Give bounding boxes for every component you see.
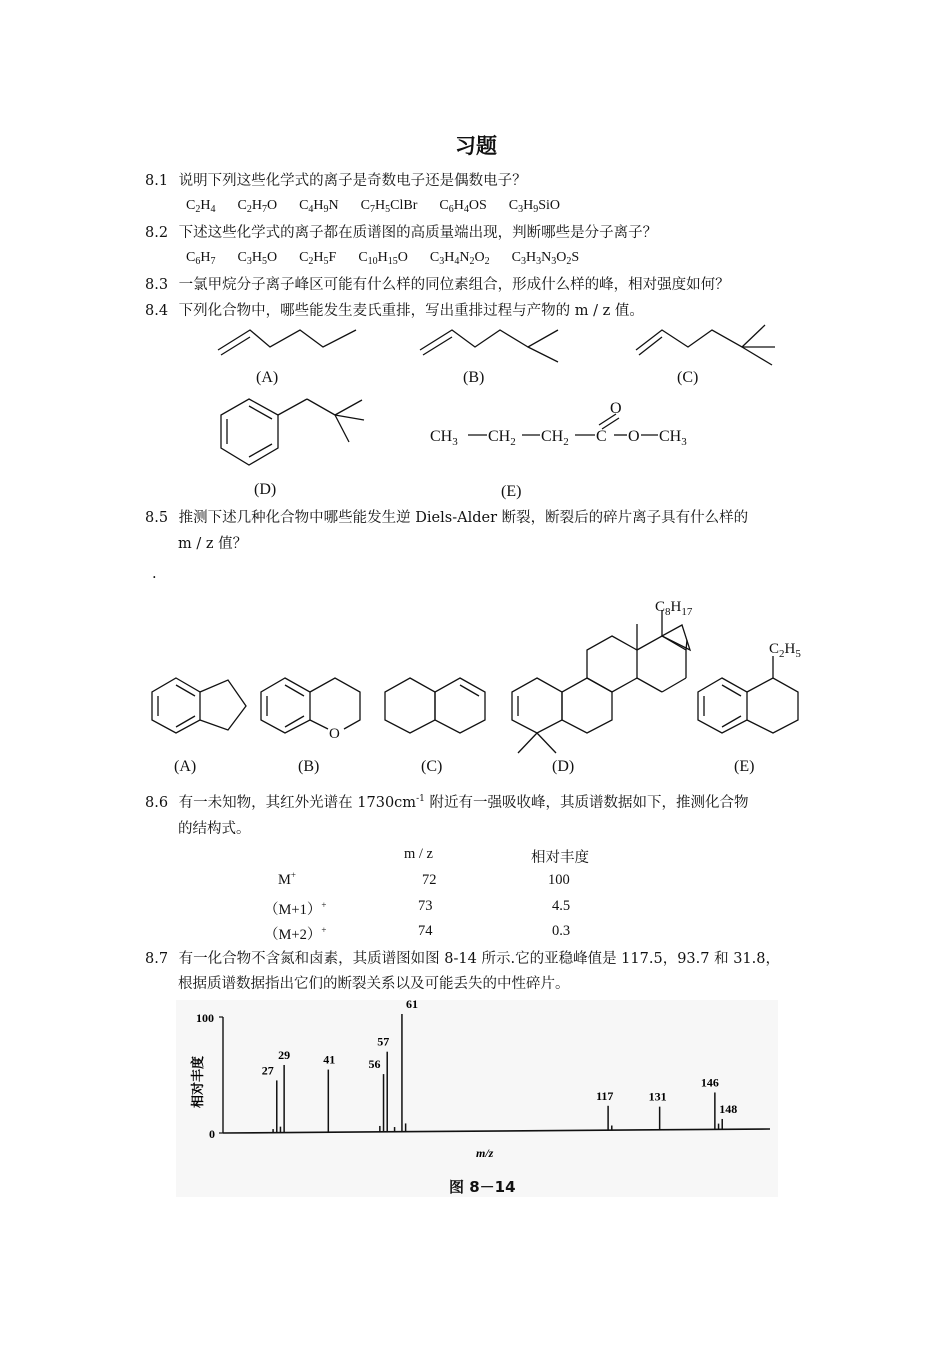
label-8-5-b: (B) [298,758,320,775]
question-number: 8.1 [145,173,169,189]
question-number: 8.7 [145,951,169,967]
formula: $C_2H_5F$ [299,250,337,267]
label-8-5-a: (A) [174,758,197,775]
figure-caption: 图 8－14 [449,1178,516,1196]
structure-b-chroman [261,678,360,733]
formula: $C_3H_5O$ [237,250,278,267]
formula: $C_6H_4OS$ [439,198,487,215]
question-8-1 [145,171,527,191]
ester-ch3: $CH_3$ [430,428,458,448]
table-header-abundance: 相对丰度 [531,850,589,866]
question-text: 说明下列这些化学式的离子是奇数电子还是偶数电子？ [178,173,527,189]
structure-e-ethyltetralin [698,656,798,733]
question-text-b: 附近有一强吸收峰，其质谱数据如下，推测化合物 [424,795,749,811]
table-row-abundance: 4.5 [552,898,571,914]
structure-d-neopentylbenzene [221,399,364,465]
question-8-2 [145,223,657,243]
structure-c-octalin [385,678,485,733]
question-number: 8.3 [145,277,169,293]
peak-label-41: 41 [323,1052,336,1067]
peak-label-27: 27 [261,1063,274,1078]
question-text: 推测下述几种化合物中哪些能发生逆 Diels-Alder 断裂，断裂后的碎片离子具有什么样的 [178,510,749,526]
structure-d-steroid [512,610,690,753]
table-row-mz: 73 [418,898,433,914]
stray-dot: . [152,566,157,582]
label-8-4-d: (D) [254,481,277,498]
structures-8-4 [0,320,952,510]
peak-label-61: 61 [405,1000,418,1011]
formula: $C_3H_3N_3O_2S$ [511,250,580,267]
label-8-4-c: (C) [677,369,699,386]
structure-a-hexene [218,330,356,355]
question-8-5-line2: m / z 值？ [178,536,248,552]
formula: $C_4H_9N$ [299,198,339,215]
question-8-4 [145,301,644,321]
structures-8-5 [0,590,952,760]
structure-a-indane [152,678,246,733]
table-row-ion: M+ [278,870,296,888]
peak-label-57: 57 [377,1034,390,1049]
y-axis-label: 相对丰度 [191,1055,206,1108]
x-axis [223,1129,770,1133]
structure-c-dimethylhexene [636,325,775,365]
label-8-5-d: (D) [552,758,575,775]
question-number: 8.6 [145,795,169,811]
table-header-mz: m / z [404,846,433,862]
question-number: 8.5 [145,510,169,526]
ester-ether-o: O [628,428,640,445]
page-title: 习题 [455,134,497,158]
peak-label-117: 117 [596,1088,614,1103]
ester-ch3-end: $CH_3$ [659,428,687,448]
ring-oxygen: O [329,726,340,742]
table-row-abundance: 0.3 [552,923,571,939]
question-text: 一氯甲烷分子离子峰区可能有什么样的同位素组合，形成什么样的峰，相对强度如何？ [178,277,730,293]
table-row-mz: 74 [418,923,433,939]
peak-label-148: 148 [719,1101,738,1116]
ester-ch2-b: $CH_2$ [541,428,569,448]
ester-carbonyl-c: C [596,428,607,445]
question-text: 下述这些化学式的离子都在质谱图的高质量端出现，判断哪些是分子离子？ [178,225,658,241]
peak-label-56: 56 [368,1057,381,1072]
question-number: 8.4 [145,303,169,319]
formula-list-8-2 [186,250,601,266]
ester-carbonyl-o: O [610,400,622,417]
peak-label-146: 146 [700,1075,719,1090]
formula: $C_2H_7O$ [237,198,278,215]
question-text-a: 有一未知物，其红外光谱在 1730cm [178,795,417,811]
formula: $C_6H_7$ [186,250,216,267]
label-8-5-c: (C) [421,758,443,775]
peak-label-131: 131 [648,1089,667,1104]
ester-ch2-a: $CH_2$ [488,428,516,448]
formula: $C_3H_9SiO$ [508,198,560,215]
peak-label-29: 29 [278,1047,291,1062]
y-tick-label-0: 0 [209,1127,215,1141]
table-row-abundance: 100 [548,872,570,888]
x-axis-label: m/z [476,1146,494,1160]
table-row-ion: （M+1）+ [264,900,327,918]
substituent-c8h17: $C_8H_{17}$ [655,599,693,618]
structure-b-methylhexene [420,330,558,362]
question-text: 有一化合物不含氮和卤素，其质谱图如图 8-14 所示.它的亚稳峰值是 117.5，93.7 和 31.8， [178,951,780,967]
question-8-7-line2: 根据质谱数据指出它们的断裂关系以及可能丢失的中性碎片。 [178,976,570,992]
label-8-4-b: (B) [463,369,485,386]
substituent-c2h5: $C_2H_5$ [769,641,801,660]
question-8-6-line2: 的结构式。 [178,821,251,837]
label-8-5-e: (E) [734,758,755,775]
formula: $C_{10}H_{15}O$ [358,250,408,267]
formula-list-8-1 [186,198,582,214]
question-8-3 [145,275,730,295]
label-8-4-e: (E) [501,483,522,500]
question-8-7 [145,949,780,969]
question-text: 下列化合物中，哪些能发生麦氏重排，写出重排过程与产物的 m / z 值。 [178,303,644,319]
table-row-mz: 72 [422,872,437,888]
table-row-ion: （M+2）+ [264,925,327,943]
label-8-4-a: (A) [256,369,279,386]
formula: $C_7H_5ClBr$ [360,198,418,215]
formula: $C_3H_4N_2O_2$ [429,250,490,267]
question-text-sup: -1 [416,794,425,804]
y-tick-label-100: 100 [196,1011,214,1025]
formula: $C_2H_4$ [186,198,216,215]
question-8-6 [145,793,748,813]
question-number: 8.2 [145,225,169,241]
question-8-5 [145,508,748,528]
mass-spectrum-chart [176,1000,778,1197]
